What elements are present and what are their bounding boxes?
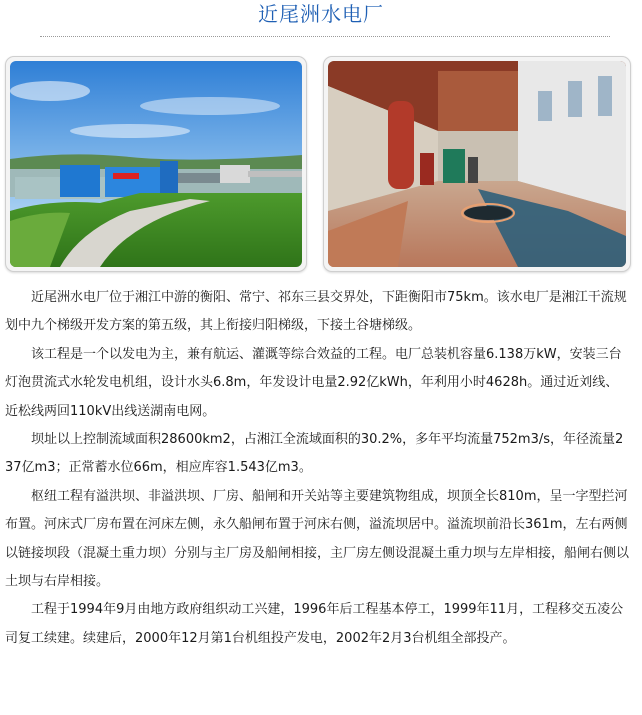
paragraph: 该工程是一个以发电为主，兼有航运、灌溉等综合效益的工程。电厂总装机容量6.138万kW，安装三台灯泡贯流式水轮发电机组，设计水头6.8m，年发设计电量2.92亿kWh，年利用小时4628h。通过近刘线、近松线两回110kV出线送湖南电网。 bbox=[5, 346, 622, 419]
page-title: 近尾洲水电厂 bbox=[258, 2, 384, 26]
title-divider bbox=[40, 36, 610, 37]
dam-photo bbox=[5, 56, 307, 272]
paragraph: 枢纽工程有溢洪坝、非溢洪坝、厂房、船闸和开关站等主要建筑物组成，坝顶全长810m，呈一字型拦河布置。河床式厂房布置在河床左侧，永久船闸布置于河床右侧，溢流坝居中。溢流坝前沿长361m，左右两侧以链接坝段（混凝土重力坝）分别与主厂房及船闸相接，主厂房左侧设混凝土重力坝与左岸相接，船闸右侧以土坝与右岸相接。 bbox=[5, 488, 630, 590]
paragraph: 坝址以上控制流域面积28600km2，占湘江全流域面积的30.2%，多年平均流量752m3/s，年径流量237亿m3；正常蓄水位66m，相应库容1.543亿m3。 bbox=[5, 432, 624, 476]
powerhouse-photo bbox=[323, 56, 631, 272]
paragraph: 近尾洲水电厂位于湘江中游的衡阳、常宁、祁东三县交界处，下距衡阳市75km。该水电厂是湘江干流规划中九个梯级开发方案的第五级，其上衔接归阳梯级，下接土谷塘梯级。 bbox=[5, 290, 627, 334]
dam-exterior-photo-icon bbox=[10, 61, 302, 267]
powerhouse-interior-photo-icon bbox=[328, 61, 626, 267]
paragraph: 工程于1994年9月由地方政府组织动工兴建，1996年后工程基本停工，1999年11月，工程移交五凌公司复工续建。续建后，2000年12月第1台机组投产发电，2002年2月3台机组全部投产。 bbox=[5, 602, 624, 646]
article-body bbox=[5, 284, 631, 653]
